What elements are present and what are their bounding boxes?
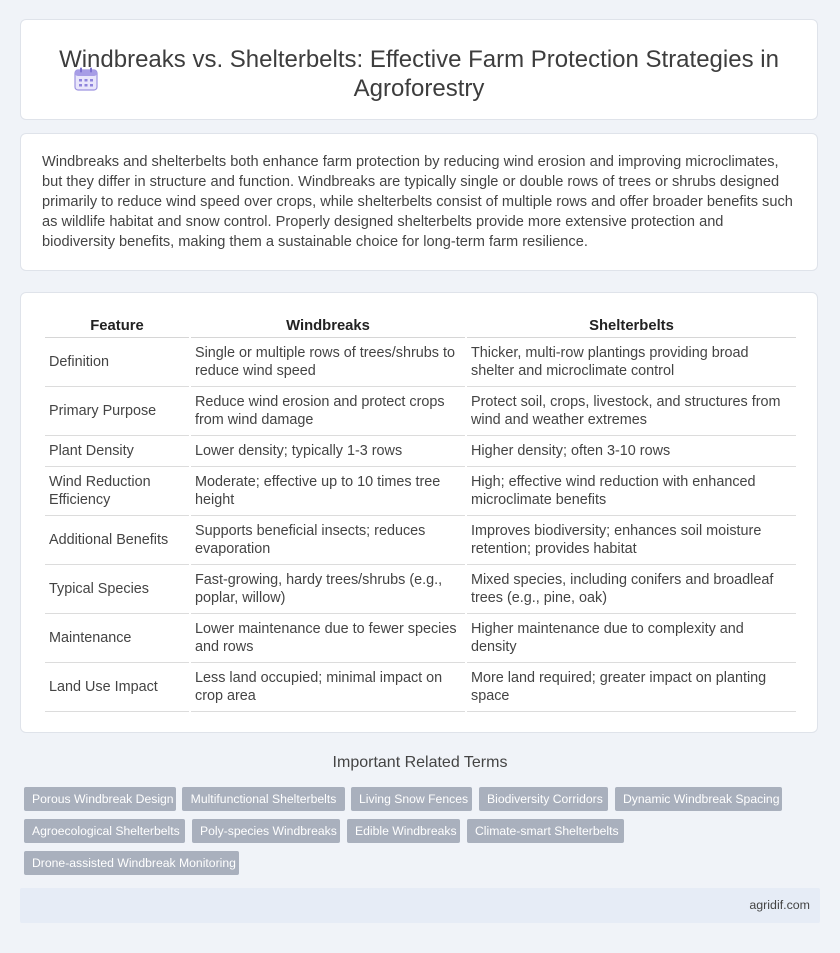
comparison-table-card: [20, 292, 818, 733]
table-row: [45, 663, 796, 712]
table-cell-shelterbelts: Improves biodiversity; enhances soil moisture retention; provides habitat: [467, 516, 796, 565]
table-cell-shelterbelts: More land required; greater impact on planting space: [467, 663, 796, 712]
related-term-tag[interactable]: Poly-species Windbreaks: [192, 819, 340, 843]
related-term-tag[interactable]: Climate-smart Shelterbelts: [467, 819, 624, 843]
header-windbreaks: Windbreaks: [191, 315, 465, 338]
related-term-tag[interactable]: Multifunctional Shelterbelts: [182, 787, 345, 811]
footer-site-link[interactable]: agridif.com: [749, 898, 810, 912]
footer: [20, 888, 820, 923]
table-cell-windbreaks: Reduce wind erosion and protect crops from wind damage: [191, 387, 465, 436]
table-cell-windbreaks: Lower density; typically 1-3 rows: [191, 436, 465, 467]
related-term-tag[interactable]: Drone-assisted Windbreak Monitoring: [24, 851, 239, 875]
title-card: [20, 19, 818, 120]
table-cell-windbreaks: Single or multiple rows of trees/shrubs to reduce wind speed: [191, 338, 465, 387]
table-row: [45, 436, 796, 467]
table-cell-shelterbelts: Higher maintenance due to complexity and density: [467, 614, 796, 663]
header-feature: Feature: [45, 315, 189, 338]
comparison-table: [43, 315, 798, 712]
table-row: [45, 614, 796, 663]
table-cell-shelterbelts: High; effective wind reduction with enhanced microclimate benefits: [467, 467, 796, 516]
table-cell-windbreaks: Moderate; effective up to 10 times tree height: [191, 467, 465, 516]
table-row: [45, 565, 796, 614]
related-term-tag[interactable]: Edible Windbreaks: [347, 819, 460, 843]
table-cell-feature: Plant Density: [45, 436, 189, 467]
related-term-tag[interactable]: Living Snow Fences: [351, 787, 472, 811]
table-cell-feature: Maintenance: [45, 614, 189, 663]
table-cell-windbreaks: Lower maintenance due to fewer species and rows: [191, 614, 465, 663]
table-row: [45, 338, 796, 387]
intro-card: [20, 133, 818, 271]
related-terms-heading: Important Related Terms: [332, 754, 508, 771]
table-cell-feature: Primary Purpose: [45, 387, 189, 436]
table-header-row: [45, 315, 796, 338]
related-term-tag[interactable]: Dynamic Windbreak Spacing: [615, 787, 782, 811]
related-term-tag[interactable]: Agroecological Shelterbelts: [24, 819, 185, 843]
table-cell-windbreaks: Less land occupied; minimal impact on crop area: [191, 663, 465, 712]
related-term-tag[interactable]: Biodiversity Corridors: [479, 787, 608, 811]
table-cell-feature: Typical Species: [45, 565, 189, 614]
table-cell-shelterbelts: Thicker, multi-row plantings providing broad shelter and microclimate control: [467, 338, 796, 387]
table-cell-feature: Additional Benefits: [45, 516, 189, 565]
table-cell-windbreaks: Fast-growing, hardy trees/shrubs (e.g., poplar, willow): [191, 565, 465, 614]
table-cell-feature: Definition: [45, 338, 189, 387]
table-cell-windbreaks: Supports beneficial insects; reduces evaporation: [191, 516, 465, 565]
table-row: [45, 516, 796, 565]
related-term-tag[interactable]: Porous Windbreak Design: [24, 787, 176, 811]
table-cell-shelterbelts: Mixed species, including conifers and broadleaf trees (e.g., pine, oak): [467, 565, 796, 614]
table-row: [45, 387, 796, 436]
table-cell-feature: Land Use Impact: [45, 663, 189, 712]
intro-paragraph: Windbreaks and shelterbelts both enhance farm protection by reducing wind erosion and improving microclimates, but they differ in structure and function. Windbreaks are typically single or double rows of trees or shrubs designed primarily to reduce wind speed over crops, while shelterbelts consist of multiple rows and offer broader benefits such as wildlife habitat and snow control. Properly designed shelterbelts provide more extensive protection and biodiversity benefits, making them a sustainable choice for long-term farm resilience.: [42, 154, 793, 250]
table-row: [45, 467, 796, 516]
table-cell-shelterbelts: Protect soil, crops, livestock, and structures from wind and weather extremes: [467, 387, 796, 436]
table-cell-shelterbelts: Higher density; often 3-10 rows: [467, 436, 796, 467]
page-title: Windbreaks vs. Shelterbelts: Effective Farm Protection Strategies in Agroforestry: [59, 46, 779, 102]
header-shelterbelts: Shelterbelts: [467, 315, 796, 338]
table-cell-feature: Wind Reduction Efficiency: [45, 467, 189, 516]
